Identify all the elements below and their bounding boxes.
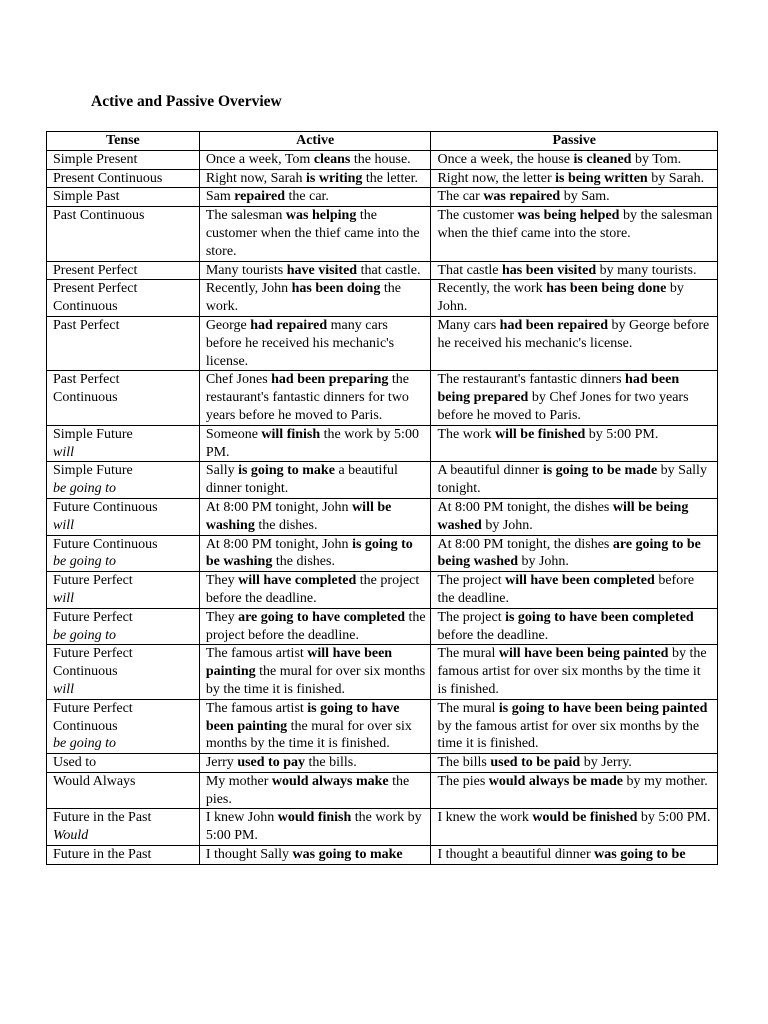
sentence-text: by the famous artist for over six months by the time it is finished. [437, 718, 700, 752]
verb-phrase: has been being done [546, 281, 667, 297]
verb-phrase: are going to have completed [238, 609, 406, 625]
sentence-text: Right now, the letter [437, 170, 556, 186]
passive-example [431, 169, 718, 188]
sentence-text: I thought a beautiful dinner [437, 847, 595, 863]
sentence-text: a beautiful dinner tonight. [205, 463, 398, 497]
sentence-text: At 8:00 PM tonight, the dishes [437, 536, 613, 552]
sentence-text: many cars before he received his mechanic's license. [205, 317, 395, 369]
verb-phrase: will have completed [238, 573, 357, 589]
tense-auxiliary: will [53, 444, 75, 460]
sentence-text: Once a week, Tom [205, 151, 314, 167]
active-example [199, 188, 431, 207]
tense-cell [47, 608, 200, 645]
verb-phrase: had repaired [250, 317, 328, 333]
table-row [47, 754, 718, 773]
sentence-text: by 5:00 PM. [637, 810, 711, 826]
sentence-text: Many tourists [205, 262, 287, 278]
sentence-text: the mural for over six months by the time it is finished. [205, 664, 426, 697]
table-row [47, 261, 718, 280]
tense-label: Continuous [53, 390, 118, 406]
tense-label: Would Always [53, 773, 136, 789]
page-title: Active and Passive Overview [91, 93, 282, 110]
verb-phrase: would finish [277, 810, 352, 826]
verb-phrase: will finish [261, 426, 321, 442]
sentence-text: At 8:00 PM tonight, John [205, 536, 353, 552]
sentence-text: the dishes. [272, 554, 335, 570]
sentence-text: by the famous artist for over six months by the time it is finished. [437, 646, 707, 697]
active-example [199, 150, 431, 169]
active-example [199, 772, 431, 809]
passive-example [431, 316, 718, 370]
sentence-text: Many cars [437, 317, 500, 333]
verb-phrase: have visited [286, 262, 358, 278]
sentence-text: The bills [437, 755, 491, 771]
table-body [47, 150, 718, 864]
sentence-text: the mural for over six months by the time it is finished. [205, 718, 412, 752]
tense-auxiliary: be going to [53, 736, 116, 752]
active-example [199, 207, 431, 261]
verb-phrase: will have been being painted [498, 646, 669, 662]
verb-phrase: has been visited [501, 262, 597, 278]
tense-auxiliary: will [53, 681, 75, 697]
passive-example [431, 462, 718, 499]
sentence-text: by George before he received his mechanic's license. [437, 317, 710, 351]
sentence-text: The mural [437, 700, 499, 716]
tense-label: Future Perfect [53, 646, 133, 662]
passive-example [431, 207, 718, 261]
sentence-text: the bills. [305, 755, 357, 771]
verb-phrase: are going to be being washed [437, 536, 701, 570]
sentence-text: the dishes. [254, 517, 318, 533]
tense-auxiliary: Would [53, 828, 89, 844]
sentence-text: Someone [205, 426, 262, 442]
sentence-text: the work. [205, 281, 401, 315]
passive-example [431, 261, 718, 280]
sentence-text: the project before the deadline. [205, 573, 420, 606]
active-example [199, 809, 431, 846]
table-row [47, 188, 718, 207]
tense-cell [47, 462, 200, 499]
verb-phrase: was repaired [483, 189, 561, 205]
active-example [199, 572, 431, 609]
active-example [199, 462, 431, 499]
table-row [47, 371, 718, 425]
verb-phrase: will be being washed [437, 499, 689, 533]
tense-cell [47, 699, 200, 753]
table-row [47, 535, 718, 572]
sentence-text: by Sam. [560, 189, 610, 205]
table-row [47, 809, 718, 846]
tense-cell [47, 754, 200, 773]
sentence-text: The mural [437, 646, 499, 662]
verb-phrase: was being helped [517, 208, 620, 224]
verb-phrase: cleans [313, 151, 351, 167]
sentence-text: by John. [437, 281, 684, 315]
sentence-text: I knew the work [437, 810, 533, 826]
sentence-text: Sam [205, 189, 235, 205]
active-example [199, 699, 431, 753]
table-row [47, 169, 718, 188]
tense-label: Simple Future [53, 463, 133, 479]
sentence-text: the car. [285, 189, 329, 205]
sentence-text: They [205, 609, 239, 625]
tense-cell [47, 188, 200, 207]
sentence-text: The salesman [205, 208, 286, 224]
sentence-text: The restaurant's fantastic dinners [437, 372, 626, 388]
tense-label: Future Perfect [53, 609, 133, 625]
table-row [47, 572, 718, 609]
table-row [47, 316, 718, 370]
sentence-text: that castle. [357, 262, 421, 278]
verb-phrase: had been repaired [499, 317, 609, 333]
sentence-text: by Sarah. [647, 170, 705, 186]
tense-label: Continuous [53, 664, 118, 680]
verb-phrase: is going to be washing [205, 536, 413, 570]
sentence-text: by my mother. [622, 773, 708, 789]
table-row [47, 645, 718, 699]
passive-example [431, 425, 718, 462]
tense-cell [47, 645, 200, 699]
tense-auxiliary: will [53, 590, 75, 606]
tense-cell [47, 261, 200, 280]
tense-label: Simple Past [53, 189, 120, 205]
sentence-text: The project [437, 609, 506, 625]
verb-phrase: is going to have been being painted [498, 700, 708, 716]
passive-example [431, 280, 718, 317]
sentence-text: by 5:00 PM. [585, 426, 659, 442]
sentence-text: A beautiful dinner [437, 463, 543, 479]
tense-label: Present Continuous [53, 170, 163, 186]
tense-cell [47, 772, 200, 809]
tense-cell [47, 280, 200, 317]
sentence-text: the project before the deadline. [205, 609, 426, 643]
tense-auxiliary: be going to [53, 627, 116, 643]
sentence-text: The customer [437, 208, 518, 224]
sentence-text: The car [437, 189, 484, 205]
sentence-text: At 8:00 PM tonight, the dishes [437, 499, 613, 515]
table-row [47, 498, 718, 535]
passive-example [431, 846, 718, 865]
tense-label: Future Continuous [53, 499, 158, 515]
table-row [47, 150, 718, 169]
verb-phrase: is going to make [238, 463, 335, 479]
verb-phrase: was helping [285, 208, 357, 224]
active-example [199, 754, 431, 773]
tense-cell [47, 207, 200, 261]
verb-phrase: is being written [555, 170, 648, 186]
table-row [47, 608, 718, 645]
tense-label: Present Perfect [53, 262, 138, 278]
passive-example [431, 699, 718, 753]
tense-table [46, 131, 718, 865]
sentence-text: Once a week, the house [437, 151, 574, 167]
tense-label: Past Perfect [53, 317, 120, 333]
tense-label: Past Perfect [53, 372, 120, 388]
tense-cell [47, 572, 200, 609]
verb-phrase: was going to be [594, 847, 686, 863]
tense-label: Simple Future [53, 426, 133, 442]
sentence-text: the restaurant's fantastic dinners for two years before he moved to Paris. [205, 372, 409, 423]
tense-auxiliary: be going to [53, 554, 116, 570]
tense-label: Future in the Past [53, 847, 152, 863]
sentence-text: They [205, 573, 239, 589]
passive-example [431, 572, 718, 609]
sentence-text: George [205, 317, 251, 333]
sentence-text: At 8:00 PM tonight, John [205, 499, 353, 515]
tense-label: Present Perfect [53, 281, 138, 297]
passive-example [431, 772, 718, 809]
tense-label: Used to [53, 755, 97, 771]
verb-phrase: would always make [271, 773, 389, 789]
sentence-text: the pies. [205, 773, 410, 807]
passive-example [431, 645, 718, 699]
header-active: Active [199, 132, 431, 151]
verb-phrase: will be finished [495, 426, 586, 442]
tense-label: Simple Present [53, 151, 138, 167]
tense-label: Future in the Past [53, 810, 152, 826]
table-row [47, 462, 718, 499]
header-passive: Passive [431, 132, 718, 151]
sentence-text: The famous artist [205, 700, 308, 716]
tense-cell [47, 809, 200, 846]
passive-example [431, 498, 718, 535]
sentence-text: by John. [517, 554, 569, 570]
passive-example [431, 371, 718, 425]
active-example [199, 316, 431, 370]
passive-example [431, 150, 718, 169]
tense-cell [47, 371, 200, 425]
verb-phrase: repaired [234, 189, 286, 205]
sentence-text: The pies [437, 773, 489, 789]
verb-phrase: would always be made [488, 773, 623, 789]
verb-phrase: used to pay [237, 755, 305, 771]
active-example [199, 645, 431, 699]
sentence-text: by John. [481, 517, 533, 533]
tense-label: Continuous [53, 718, 118, 734]
sentence-text: before the deadline. [437, 573, 695, 606]
tense-cell [47, 425, 200, 462]
sentence-text: before the deadline. [437, 627, 549, 643]
tense-auxiliary: be going to [53, 481, 116, 497]
passive-example [431, 535, 718, 572]
tense-label: Continuous [53, 299, 118, 315]
tense-cell [47, 169, 200, 188]
sentence-text: the customer when the thief came into the store. [205, 208, 420, 259]
verb-phrase: will have been completed [505, 573, 655, 589]
sentence-text: Recently, the work [437, 281, 547, 297]
tense-label: Future Continuous [53, 536, 158, 552]
verb-phrase: is going to have been painting [205, 700, 400, 734]
sentence-text: by Sally tonight. [437, 463, 707, 497]
header-row [47, 132, 718, 151]
sentence-text: Sally [205, 463, 239, 479]
active-example [199, 425, 431, 462]
passive-example [431, 188, 718, 207]
passive-example [431, 809, 718, 846]
passive-example [431, 754, 718, 773]
table-row [47, 425, 718, 462]
active-example [199, 280, 431, 317]
active-example [199, 169, 431, 188]
active-example [199, 498, 431, 535]
tense-cell [47, 846, 200, 865]
verb-phrase: was going to make [292, 847, 403, 863]
sentence-text: by many tourists. [596, 262, 697, 278]
verb-phrase: had been being prepared [437, 372, 680, 406]
verb-phrase: used to be paid [490, 755, 581, 771]
sentence-text: The famous artist [205, 646, 308, 662]
active-example [199, 371, 431, 425]
sentence-text: the work by 5:00 PM. [205, 426, 419, 460]
verb-phrase: is going to have been completed [505, 609, 694, 625]
verb-phrase: is cleaned [573, 151, 632, 167]
sentence-text: by the salesman when the thief came into the store. [437, 208, 713, 241]
sentence-text: That castle [437, 262, 502, 278]
active-example [199, 261, 431, 280]
sentence-text: by Tom. [631, 151, 682, 167]
verb-phrase: will have been painting [205, 646, 393, 680]
verb-phrase: will be washing [205, 499, 392, 533]
table-row [47, 280, 718, 317]
sentence-text: My mother [205, 773, 272, 789]
passive-example [431, 608, 718, 645]
tense-label: Future Perfect [53, 700, 133, 716]
sentence-text: I knew John [205, 810, 278, 826]
sentence-text: the work by 5:00 PM. [205, 810, 422, 844]
tense-label: Past Continuous [53, 208, 145, 224]
tense-label: Future Perfect [53, 573, 133, 589]
sentence-text: by Jerry. [580, 755, 632, 771]
header-tense: Tense [47, 132, 200, 151]
table-row [47, 207, 718, 261]
verb-phrase: has been doing [291, 281, 381, 297]
sentence-text: Jerry [205, 755, 238, 771]
tense-cell [47, 150, 200, 169]
verb-phrase: is going to be made [542, 463, 658, 479]
tense-cell [47, 316, 200, 370]
table-row [47, 699, 718, 753]
table-row [47, 846, 718, 865]
sentence-text: Chef Jones [205, 372, 272, 388]
sentence-text: The work [437, 426, 495, 442]
verb-phrase: is writing [306, 170, 363, 186]
sentence-text: I thought Sally [205, 847, 293, 863]
active-example [199, 846, 431, 865]
sentence-text: by Chef Jones for two years before he moved to Paris. [437, 390, 689, 423]
verb-phrase: would be finished [532, 810, 638, 826]
active-example [199, 535, 431, 572]
tense-auxiliary: will [53, 517, 75, 533]
sentence-text: the letter. [362, 170, 418, 186]
sentence-text: The project [437, 573, 506, 589]
sentence-text: the house. [350, 151, 411, 167]
table-row [47, 772, 718, 809]
active-example [199, 608, 431, 645]
verb-phrase: had been preparing [271, 372, 389, 388]
tense-cell [47, 535, 200, 572]
sentence-text: Recently, John [205, 281, 292, 297]
sentence-text: Right now, Sarah [205, 170, 307, 186]
tense-cell [47, 498, 200, 535]
